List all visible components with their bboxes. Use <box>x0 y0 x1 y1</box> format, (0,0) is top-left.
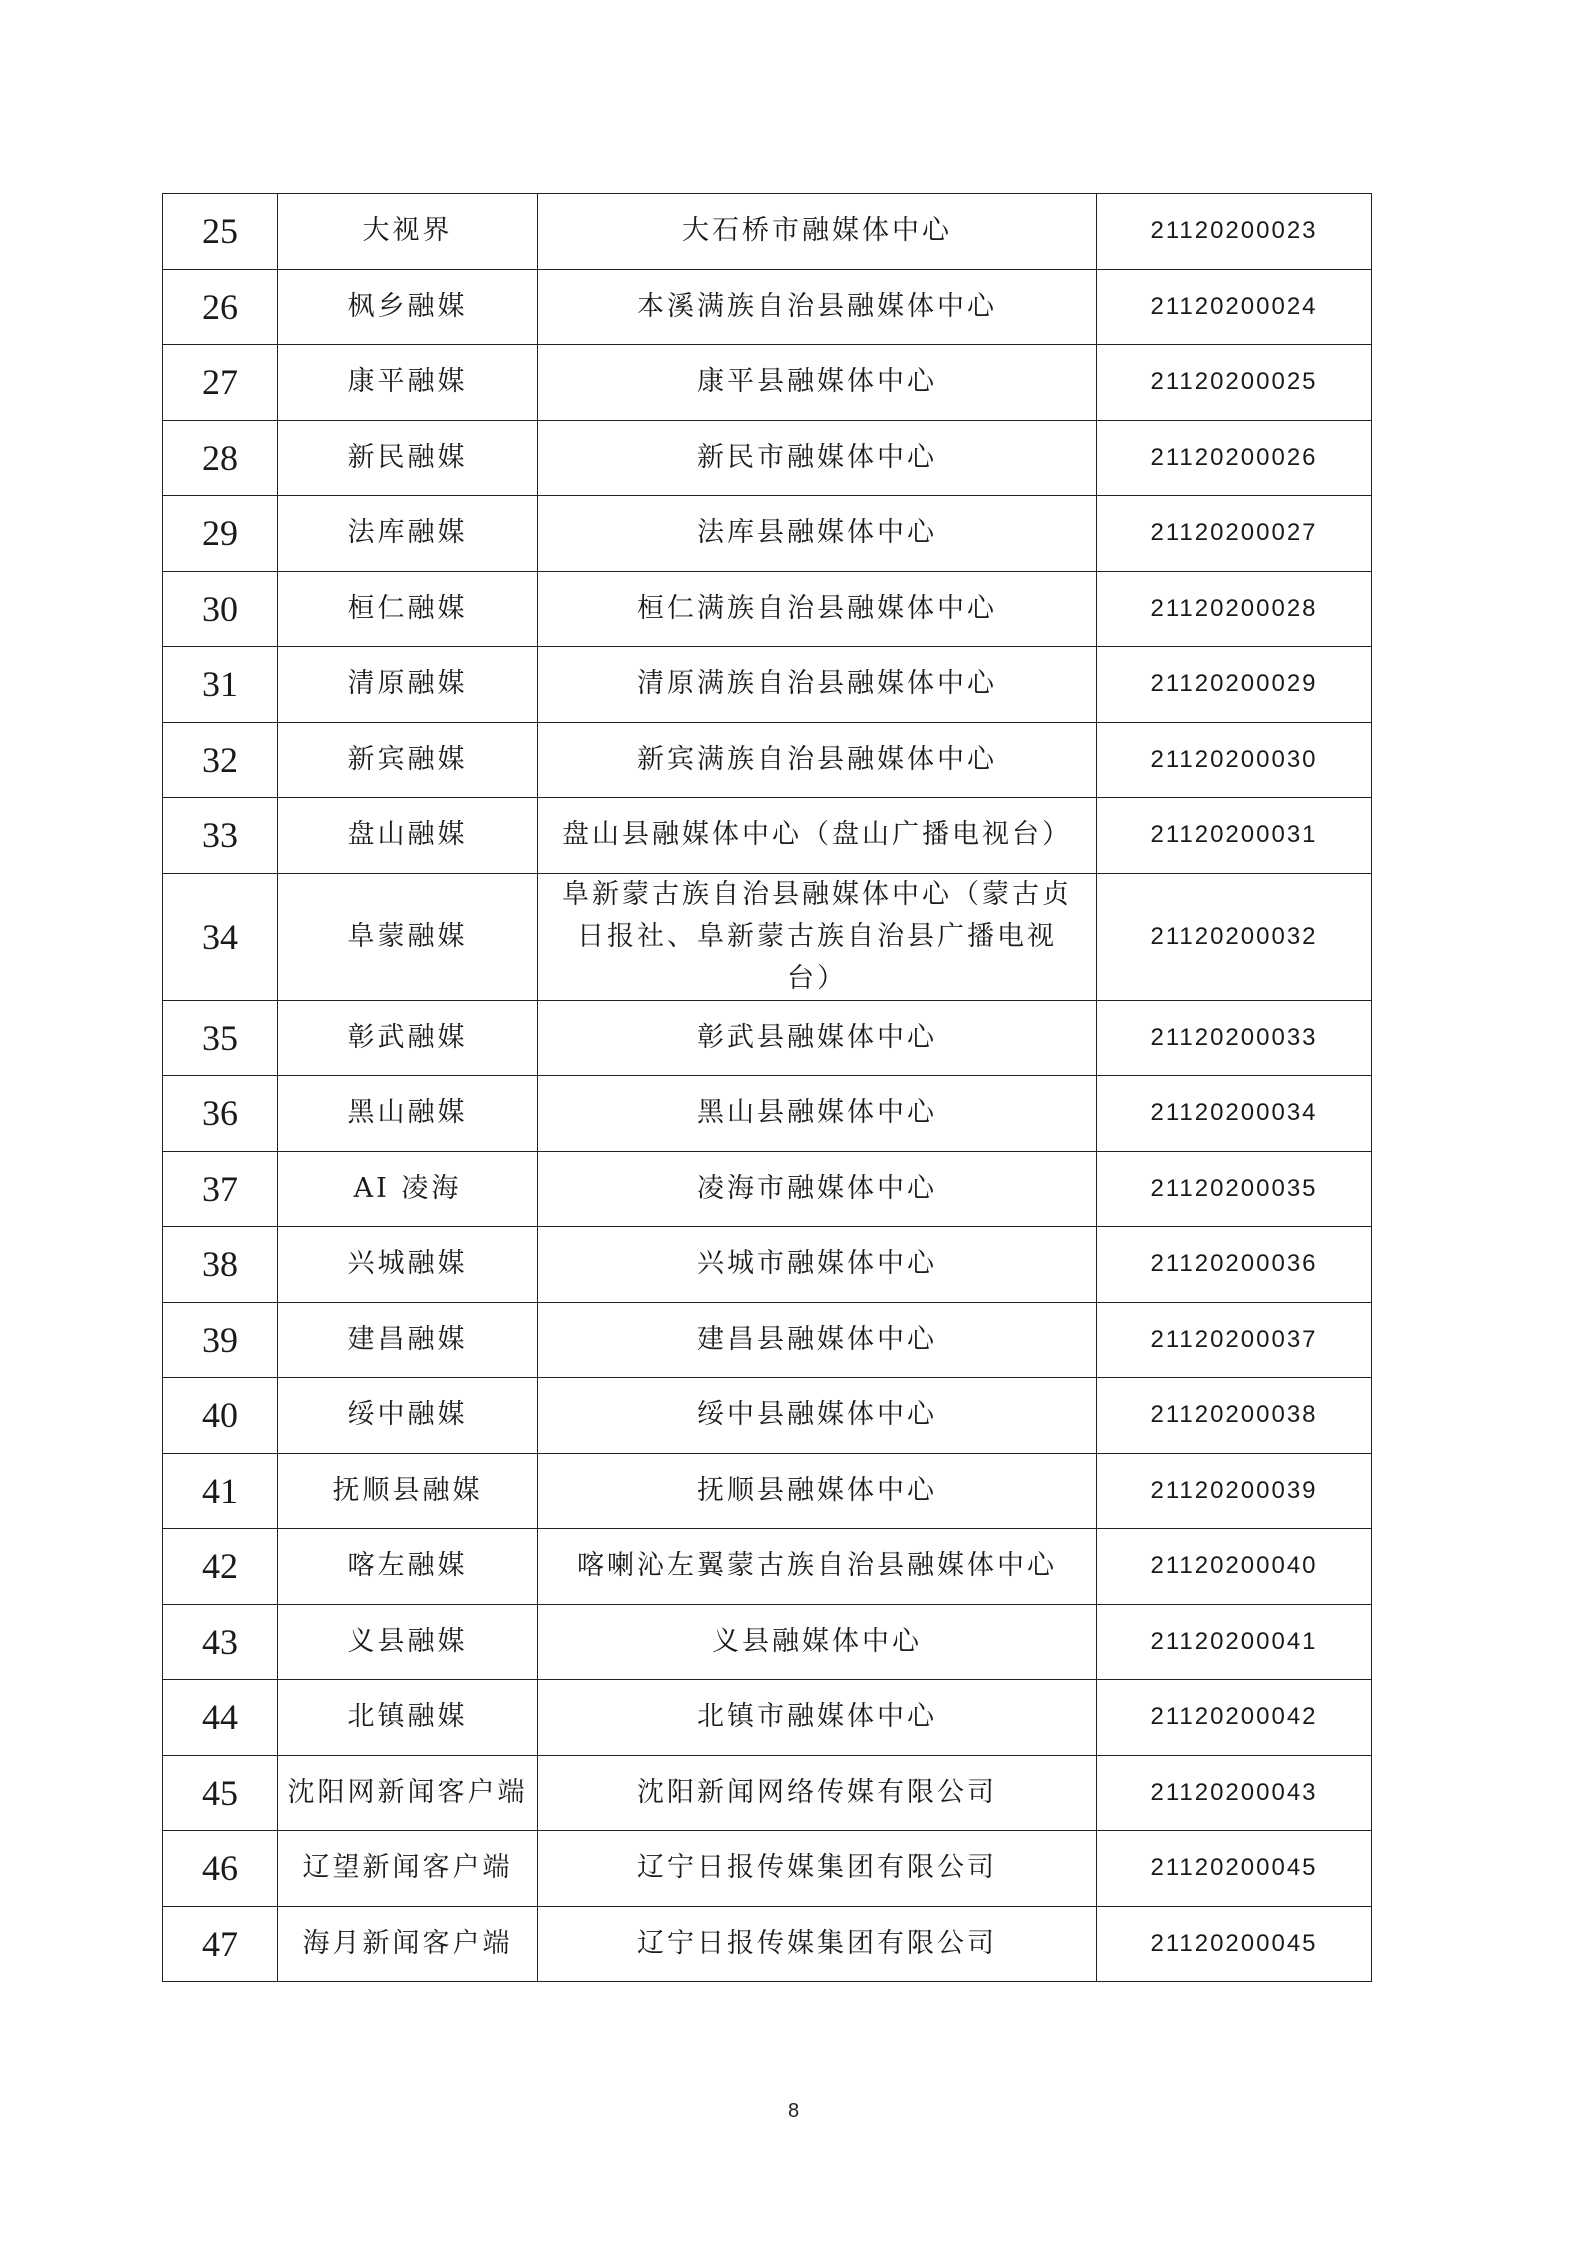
app-name: 法库融媒 <box>278 496 538 572</box>
registration-code: 21120200043 <box>1097 1755 1372 1831</box>
app-name: 清原融媒 <box>278 647 538 723</box>
row-number: 28 <box>163 420 278 496</box>
organization-name: 抚顺县融媒体中心 <box>538 1453 1097 1529</box>
table-row <box>163 1529 1372 1605</box>
app-name: 沈阳网新闻客户端 <box>278 1755 538 1831</box>
table-row <box>163 496 1372 572</box>
app-name: 辽望新闻客户端 <box>278 1831 538 1907</box>
table-row <box>163 345 1372 421</box>
registration-code: 21120200024 <box>1097 269 1372 345</box>
registration-code: 21120200031 <box>1097 798 1372 874</box>
table-row <box>163 1755 1372 1831</box>
table-row <box>163 873 1372 1000</box>
app-name: 盘山融媒 <box>278 798 538 874</box>
row-number: 32 <box>163 722 278 798</box>
organization-name: 黑山县融媒体中心 <box>538 1076 1097 1152</box>
app-name: 阜蒙融媒 <box>278 873 538 1000</box>
row-number: 27 <box>163 345 278 421</box>
app-name: 义县融媒 <box>278 1604 538 1680</box>
organization-name: 大石桥市融媒体中心 <box>538 194 1097 270</box>
registration-code: 21120200033 <box>1097 1000 1372 1076</box>
row-number: 40 <box>163 1378 278 1454</box>
app-name: 新民融媒 <box>278 420 538 496</box>
table-row <box>163 1302 1372 1378</box>
registration-code: 21120200030 <box>1097 722 1372 798</box>
organization-name: 义县融媒体中心 <box>538 1604 1097 1680</box>
row-number: 33 <box>163 798 278 874</box>
app-name: 抚顺县融媒 <box>278 1453 538 1529</box>
registration-code: 21120200042 <box>1097 1680 1372 1756</box>
table-row <box>163 722 1372 798</box>
page-number: 8 <box>787 2100 800 2122</box>
organization-name: 北镇市融媒体中心 <box>538 1680 1097 1756</box>
row-number: 39 <box>163 1302 278 1378</box>
row-number: 44 <box>163 1680 278 1756</box>
table-row <box>163 571 1372 647</box>
registration-code: 21120200034 <box>1097 1076 1372 1152</box>
app-name: 桓仁融媒 <box>278 571 538 647</box>
organization-name: 盘山县融媒体中心（盘山广播电视台） <box>538 798 1097 874</box>
app-name: 新宾融媒 <box>278 722 538 798</box>
registration-code: 21120200028 <box>1097 571 1372 647</box>
registration-code: 21120200036 <box>1097 1227 1372 1303</box>
organization-name: 桓仁满族自治县融媒体中心 <box>538 571 1097 647</box>
row-number: 46 <box>163 1831 278 1907</box>
row-number: 41 <box>163 1453 278 1529</box>
table-row <box>163 1378 1372 1454</box>
table-row <box>163 194 1372 270</box>
table-row <box>163 1680 1372 1756</box>
organization-name: 喀喇沁左翼蒙古族自治县融媒体中心 <box>538 1529 1097 1605</box>
registration-code: 21120200041 <box>1097 1604 1372 1680</box>
table-row <box>163 269 1372 345</box>
organization-name: 阜新蒙古族自治县融媒体中心（蒙古贞日报社、阜新蒙古族自治县广播电视台） <box>538 873 1097 1000</box>
row-number: 34 <box>163 873 278 1000</box>
app-name: 喀左融媒 <box>278 1529 538 1605</box>
registration-code: 21120200032 <box>1097 873 1372 1000</box>
app-name: 绥中融媒 <box>278 1378 538 1454</box>
app-name: 黑山融媒 <box>278 1076 538 1152</box>
organization-name: 辽宁日报传媒集团有限公司 <box>538 1831 1097 1907</box>
app-name: 枫乡融媒 <box>278 269 538 345</box>
organization-name: 新民市融媒体中心 <box>538 420 1097 496</box>
table-row <box>163 1604 1372 1680</box>
registration-code: 21120200045 <box>1097 1906 1372 1982</box>
table-row <box>163 1076 1372 1152</box>
organization-name: 新宾满族自治县融媒体中心 <box>538 722 1097 798</box>
registration-code: 21120200026 <box>1097 420 1372 496</box>
table-row <box>163 647 1372 723</box>
row-number: 30 <box>163 571 278 647</box>
row-number: 45 <box>163 1755 278 1831</box>
organization-name: 绥中县融媒体中心 <box>538 1378 1097 1454</box>
row-number: 36 <box>163 1076 278 1152</box>
table-row <box>163 1453 1372 1529</box>
registration-code: 21120200029 <box>1097 647 1372 723</box>
table-row <box>163 1831 1372 1907</box>
registration-code: 21120200027 <box>1097 496 1372 572</box>
app-name: 海月新闻客户端 <box>278 1906 538 1982</box>
registration-code: 21120200040 <box>1097 1529 1372 1605</box>
app-name: 康平融媒 <box>278 345 538 421</box>
table-row <box>163 420 1372 496</box>
app-name: AI 凌海 <box>278 1151 538 1227</box>
registration-code: 21120200025 <box>1097 345 1372 421</box>
registry-table <box>162 193 1372 1982</box>
row-number: 35 <box>163 1000 278 1076</box>
registration-code: 21120200039 <box>1097 1453 1372 1529</box>
organization-name: 康平县融媒体中心 <box>538 345 1097 421</box>
organization-name: 沈阳新闻网络传媒有限公司 <box>538 1755 1097 1831</box>
row-number: 31 <box>163 647 278 723</box>
organization-name: 辽宁日报传媒集团有限公司 <box>538 1906 1097 1982</box>
row-number: 25 <box>163 194 278 270</box>
organization-name: 兴城市融媒体中心 <box>538 1227 1097 1303</box>
organization-name: 建昌县融媒体中心 <box>538 1302 1097 1378</box>
table-row <box>163 1000 1372 1076</box>
organization-name: 法库县融媒体中心 <box>538 496 1097 572</box>
app-name: 北镇融媒 <box>278 1680 538 1756</box>
row-number: 42 <box>163 1529 278 1605</box>
app-name: 大视界 <box>278 194 538 270</box>
app-name: 建昌融媒 <box>278 1302 538 1378</box>
app-name: 兴城融媒 <box>278 1227 538 1303</box>
app-name: 彰武融媒 <box>278 1000 538 1076</box>
table-row <box>163 1151 1372 1227</box>
registry-table-body <box>163 194 1372 1982</box>
table-row <box>163 1227 1372 1303</box>
table-row <box>163 1906 1372 1982</box>
registration-code: 21120200023 <box>1097 194 1372 270</box>
organization-name: 彰武县融媒体中心 <box>538 1000 1097 1076</box>
row-number: 26 <box>163 269 278 345</box>
registration-code: 21120200037 <box>1097 1302 1372 1378</box>
row-number: 29 <box>163 496 278 572</box>
row-number: 47 <box>163 1906 278 1982</box>
registration-code: 21120200035 <box>1097 1151 1372 1227</box>
organization-name: 凌海市融媒体中心 <box>538 1151 1097 1227</box>
table-row <box>163 798 1372 874</box>
registration-code: 21120200045 <box>1097 1831 1372 1907</box>
row-number: 37 <box>163 1151 278 1227</box>
organization-name: 清原满族自治县融媒体中心 <box>538 647 1097 723</box>
registration-code: 21120200038 <box>1097 1378 1372 1454</box>
row-number: 43 <box>163 1604 278 1680</box>
organization-name: 本溪满族自治县融媒体中心 <box>538 269 1097 345</box>
row-number: 38 <box>163 1227 278 1303</box>
